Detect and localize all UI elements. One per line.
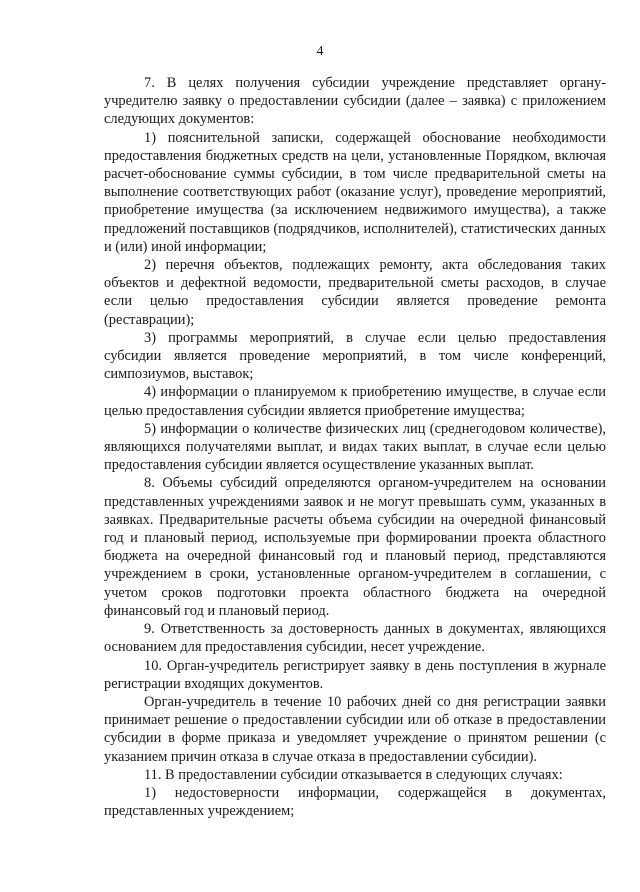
paragraph-11-item-1: 1) недостоверности информации, содержащейся в документах, представленных учреждением; [104, 784, 606, 820]
paragraph-11: 11. В предоставлении субсидии отказывается в следующих случаях: [144, 766, 563, 783]
paragraph-7-item-3: 3) программы мероприятий, в случае если целью предоставления субсидии является проведение мероприятий, в том числе конференций, симпозиумов, выставок; [104, 329, 606, 383]
paragraph-10: 10. Орган-учредитель регистрирует заявку в день поступления в журнале регистрации входящих документов. [104, 657, 606, 692]
paragraph-9: 9. Ответственность за достоверность данных в документах, являющихся основанием для предоставления субсидии, несет учреждение. [104, 621, 606, 656]
paragraph-7-item-1: 1) пояснительной записки, содержащей обоснование необходимости предоставления бюджетных средств на цели, установленные Порядком, включая расчет-обоснование суммы субсидии, в том числе предварительной сметы на выполнение соответствующих работ (оказание услуг), проведение мероприятий, приобретение имущества (за исключением недвижимого имущества), а также предложений поставщиков (подрядчиков, исполнителей), статистических данных и (или) иной информации; [104, 129, 606, 255]
paragraph-10-decision: Орган-учредитель в течение 10 рабочих дней со дня регистрации заявки принимает решение о предоставлении субсидии или об отказе в предоставлении субсидии в форме приказа и уведомляет учреждение о принятом решении (с указанием причин отказа в случае отказа в предоставлении субсидии). [104, 693, 606, 765]
paragraph-7: 7. В целях получения субсидии учреждение представляет органу-учредителю заявку о предоставлении субсидии (далее – заявка) с приложением следующих документов: [104, 75, 606, 128]
page-number: 4 [316, 44, 324, 59]
paragraph-8: 8. Объемы субсидий определяются органом-учредителем на основании представленных учреждениями заявок и не могут превышать сумм, указанных в заявках. Предварительные расчеты объема субсидии на очередной финансовый год и плановый период, используемые при формировании проекта областного бюджета на очередной финансовый год и плановый период, представляются учреждением в сроки, установленные органом-учредителем в соглашении, с учетом сроков подготовки проекта областного бюджета на очередной финансовый год и плановый период. [104, 475, 606, 619]
paragraph-7-item-2: 2) перечня объектов, подлежащих ремонту, акта обследования таких объектов и дефектной ведомости, предварительной сметы расходов, в случае если целью предоставления субсидии является проведение ремонта (реставрации); [104, 257, 606, 328]
document-body [104, 74, 606, 820]
paragraph-7-item-5: 5) информации о количестве физических лиц (среднегодовом количестве), являющихся получателями выплат, и видах таких выплат, в случае если целью предоставления субсидии является осуществление указанных выплат. [104, 420, 606, 474]
paragraph-7-item-4: 4) информации о планируемом к приобретению имуществе, в случае если целью предоставления субсидии является приобретение имущества; [104, 384, 606, 419]
